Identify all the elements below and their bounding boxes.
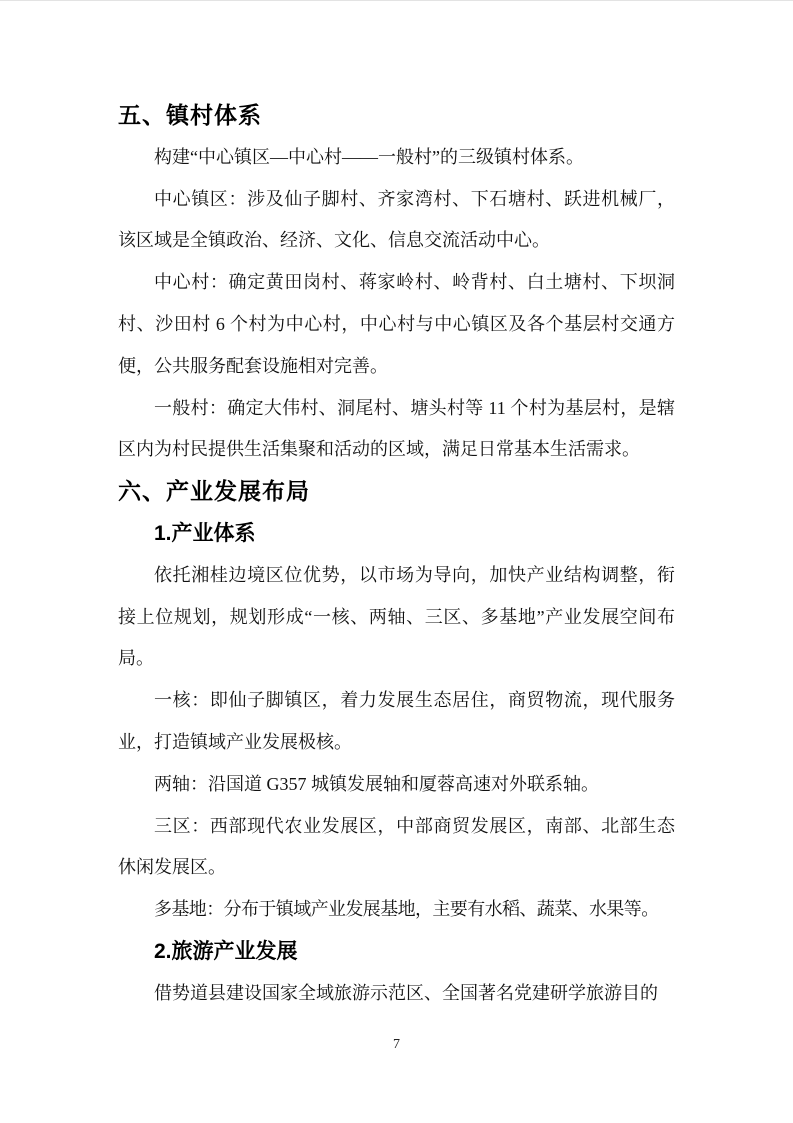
subsection-heading-industry-system: 1.产业体系 [154,521,256,545]
paragraph-tourism-development: 借势道县建设国家全域旅游示范区、全国著名党建研学旅游目的 [154,982,658,1003]
paragraph-multi-bases: 多基地：分布于镇域产业发展基地，主要有水稻、蔬菜、水果等。 [154,899,659,920]
paragraph-general-villages: 一般村：确定大伟村、洞尾村、塘头村等 11 个村为基层村，是辖区内为村民提供生活集聚和活动的区域，满足日常基本生活需求。 [118,397,675,460]
paragraph-central-villages: 中心村：确定黄田岗村、蒋家岭村、岭背村、白土塘村、下坝洞村、沙田村 6 个村为中心村，中心村与中心镇区及各个基层村交通方便，公共服务配套设施相对完善。 [118,272,675,376]
section-heading-town-village-system: 五、镇村体系 [118,102,262,128]
paragraph-three-level-system: 构建“中心镇区—中心村——一般村”的三级镇村体系。 [154,146,584,167]
page-number: 7 [393,1037,400,1052]
paragraph-three-zones: 三区：西部现代农业发展区，中部商贸发展区，南部、北部生态休闲发展区。 [118,815,675,878]
paragraph-central-town-area: 中心镇区：涉及仙子脚村、齐家湾村、下石塘村、跃进机械厂，该区域是全镇政治、经济、文化、信息交流活动中心。 [118,188,675,251]
section-heading-industry-layout: 六、产业发展布局 [118,478,310,505]
paragraph-one-core: 一核：即仙子脚镇区，着力发展生态居住，商贸物流，现代服务业，打造镇域产业发展极核。 [118,690,675,752]
subsection-heading-tourism-industry: 2.旅游产业发展 [154,939,298,963]
document-page [0,1,793,1123]
paragraph-industry-system: 依托湘桂边境区位优势，以市场为导向，加快产业结构调整，衔接上位规划，规划形成“一核、两轴、三区、多基地”产业发展空间布局。 [118,564,675,669]
paragraph-two-axes: 两轴：沿国道 G357 城镇发展轴和厦蓉高速对外联系轴。 [154,773,599,794]
